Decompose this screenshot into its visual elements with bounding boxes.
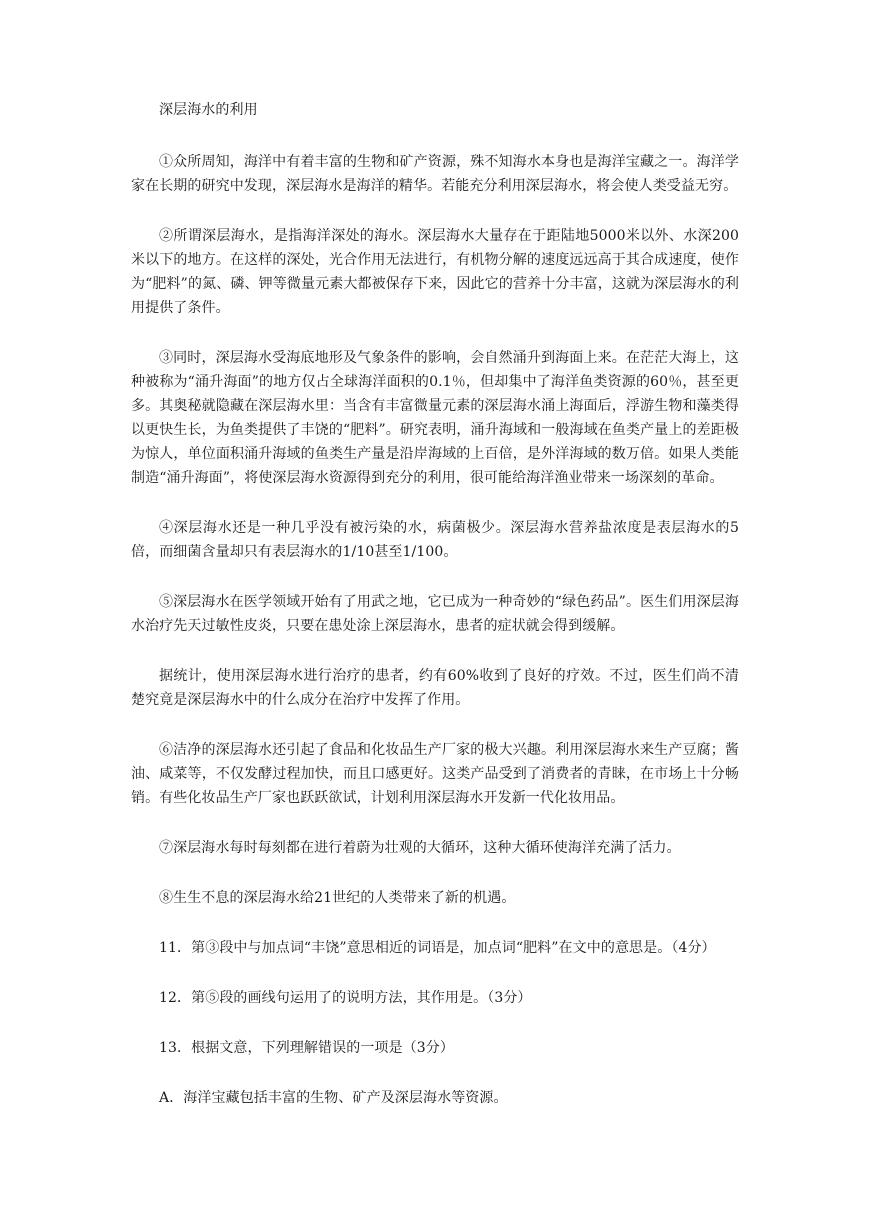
question-11: 11．第③段中与加点词“丰饶”意思相近的词语是，加点词“肥料”在文中的意思是。（4分） <box>159 940 716 956</box>
paragraph-5: ⑤深层海水在医学领域开始有了用武之地，它已成为一种奇妙的“绿色药品”。医生们用深层海水治疗先天过敏性皮炎，只要在患处涂上深层海水，患者的症状就会得到缓解。 <box>131 594 739 634</box>
paragraph-7: ⑦深层海水每时每刻都在进行着蔚为壮观的大循环，这种大循环使海洋充满了活力。 <box>159 840 681 856</box>
paragraph-3: ③同时，深层海水受海底地形及气象条件的影响，会自然涌升到海面上来。在茫茫大海上，这种被称为“涌升海面”的地方仅占全球海洋面积的0.1％，但却集中了海洋鱼类资源的60％，甚至更多。其奥秘就隐藏在深层海水里：当含有丰富微量元素的深层海水涌上海面后，浮游生物和藻类得以更快生长，为鱼类提供了丰饶的“肥料”。研究表明，涌升海域和一般海域在鱼类产量上的差距极为惊人，单位面积涌升海域的鱼类生产量是沿岸海域的上百倍，是外洋海域的数万倍。如果人类能制造“涌升海面”，将使深层海水资源得到充分的利用，很可能给海洋渔业带来一场深刻的革命。 <box>131 350 739 486</box>
article-title: 深层海水的利用 <box>159 102 258 118</box>
paragraph-5-continued: 据统计，使用深层海水进行治疗的患者，约有60%收到了良好的疗效。不过，医生们尚不清楚究竟是深层海水中的什么成分在治疗中发挥了作用。 <box>131 668 739 708</box>
question-13: 13．根据文意，下列理解错误的一项是（3分） <box>159 1040 454 1056</box>
paragraph-2: ②所谓深层海水，是指海洋深处的海水。深层海水大量存在于距陆地5000米以外、水深200米以下的地方。在这样的深处，光合作用无法进行，有机物分解的速度远远高于其合成速度，使作为“肥料”的氮、磷、钾等微量元素大都被保存下来，因此它的营养十分丰富，这就为深层海水的利用提供了条件。 <box>131 228 739 316</box>
paragraph-6: ⑥洁净的深层海水还引起了食品和化妆品生产厂家的极大兴趣。利用深层海水来生产豆腐；酱油、咸菜等，不仅发酵过程加快，而且口感更好。这类产品受到了消费者的青睐，在市场上十分畅销。有些化妆品生产厂家也跃跃欲试，计划利用深层海水开发新一代化妆用品。 <box>131 742 739 806</box>
paragraph-4: ④深层海水还是一种几乎没有被污染的水，病菌极少。深层海水营养盐浓度是表层海水的5倍，而细菌含量却只有表层海水的1/10甚至1/100。 <box>131 520 739 560</box>
document-body <box>131 98 739 1136</box>
paragraph-8: ⑧生生不息的深层海水给21世纪的人类带来了新的机遇。 <box>159 890 516 906</box>
option-a: A．海洋宝藏包括丰富的生物、矿产及深层海水等资源。 <box>159 1090 508 1106</box>
paragraph-1: ①众所周知，海洋中有着丰富的生物和矿产资源，殊不知海水本身也是海洋宝藏之一。海洋学家在长期的研究中发现，深层海水是海洋的精华。若能充分利用深层海水，将会使人类受益无穷。 <box>131 154 739 194</box>
question-12: 12．第⑤段的画线句运用了的说明方法，其作用是。（3分） <box>159 990 532 1006</box>
